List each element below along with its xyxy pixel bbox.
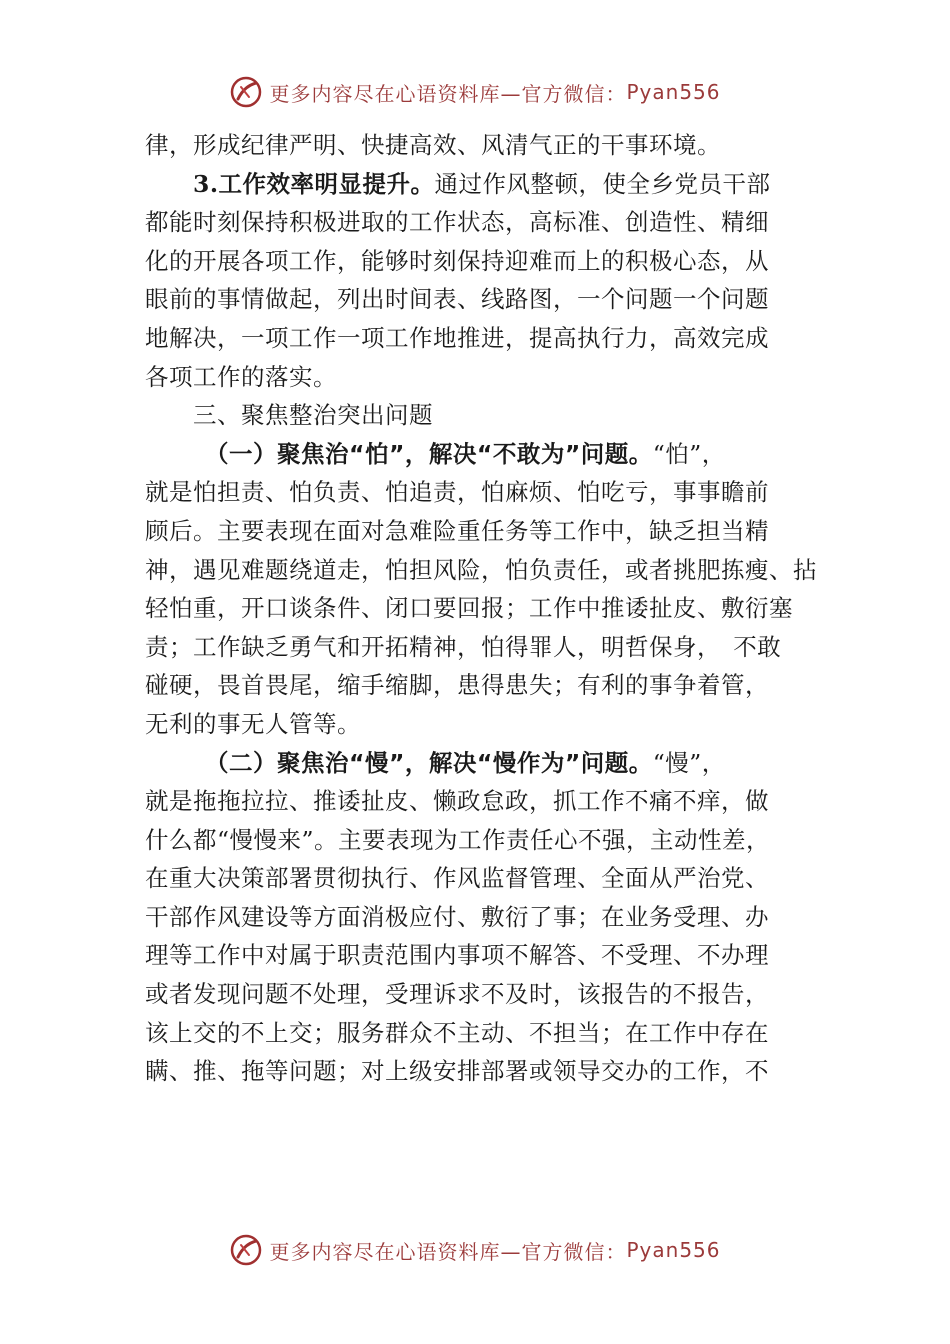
text-line: 轻怕重，开口谈条件、闭口要回报；工作中推诿扯皮、敷衍塞 xyxy=(145,594,793,623)
paragraph-slow xyxy=(145,744,815,1091)
watermark-wechat-id: Pyan556 xyxy=(626,80,721,104)
text-line: 都能时刻保持积极进取的工作状态，高标准、创造性、精细 xyxy=(145,208,769,237)
text-line: 干部作风建设等方面消极应付、敷衍了事；在业务受理、办 xyxy=(145,902,769,931)
text-line: 顾后。主要表现在面对急难险重任务等工作中，缺乏担当精 xyxy=(145,516,769,545)
paragraph-fear xyxy=(145,435,815,744)
text-line: 什么都“慢慢来”。主要表现为工作责任心不强，主动性差， xyxy=(145,825,771,854)
text-line: 碰硬，畏首畏尾，缩手缩脚，患得患失；有利的事争着管， xyxy=(145,671,769,700)
brush-logo-icon xyxy=(229,75,263,109)
text-line: 就是拖拖拉拉、推诿扯皮、懒政怠政，抓工作不痛不痒，做 xyxy=(145,787,769,816)
text-line: 律，形成纪律严明、快捷高效、风清气正的干事环境。 xyxy=(145,131,721,159)
paragraph-lead: （一）聚焦治“怕”，解决“不敢为”问题。 xyxy=(205,439,653,468)
text-line: 各项工作的落实。 xyxy=(145,362,337,391)
text-line: 无利的事无人管等。 xyxy=(145,709,361,738)
section-heading xyxy=(145,396,815,435)
watermark-wechat-id: Pyan556 xyxy=(626,1238,721,1262)
document-body xyxy=(145,126,815,1091)
text-line: 瞒、推、拖等问题；对上级安排部署或领导交办的工作，不 xyxy=(145,1057,769,1086)
paragraph-lead: 3.工作效率明显提升。 xyxy=(193,169,435,198)
watermark-text: 更多内容尽在心语资料库—官方微信： xyxy=(269,81,627,106)
footer-watermark xyxy=(0,1230,950,1270)
text-line: 在重大决策部署贯彻执行、作风监督管理、全面从严治党、 xyxy=(145,864,769,893)
text-line: “怕”， xyxy=(652,439,726,468)
text-line: 化的开展各项工作，能够时刻保持迎难而上的积极心态，从 xyxy=(145,246,769,275)
paragraph-continuation xyxy=(145,126,815,165)
text-line: 神，遇见难题绕道走，怕担风险，怕负责任，或者挑肥拣瘦、拈 xyxy=(145,555,817,584)
watermark-text: 更多内容尽在心语资料库—官方微信： xyxy=(269,1239,627,1264)
text-line: 或者发现问题不处理，受理诉求不及时，该报告的不报告， xyxy=(145,980,769,1009)
text-line: 责；工作缺乏勇气和开拓精神，怕得罪人，明哲保身， 不敢 xyxy=(145,632,782,661)
brush-logo-icon xyxy=(229,1233,263,1267)
paragraph-efficiency xyxy=(145,165,815,397)
text-line: “慢”， xyxy=(652,748,726,777)
text-line: 通过作风整顿，使全乡党员干部 xyxy=(434,169,771,198)
text-line: 就是怕担责、怕负责、怕追责，怕麻烦、怕吃亏，事事瞻前 xyxy=(145,478,769,507)
text-line: 该上交的不上交；服务群众不主动、不担当；在工作中存在 xyxy=(145,1018,769,1047)
paragraph-lead: （二）聚焦治“慢”，解决“慢作为”问题。 xyxy=(205,748,653,777)
text-line: 地解决，一项工作一项工作地推进，提高执行力，高效完成 xyxy=(145,323,769,352)
text-line: 眼前的事情做起，列出时间表、线路图，一个问题一个问题 xyxy=(145,285,769,314)
header-watermark xyxy=(0,72,950,112)
text-line: 理等工作中对属于职责范围内事项不解答、不受理、不办理 xyxy=(145,941,769,970)
heading-text: 三、聚焦整治突出问题 xyxy=(193,401,433,430)
